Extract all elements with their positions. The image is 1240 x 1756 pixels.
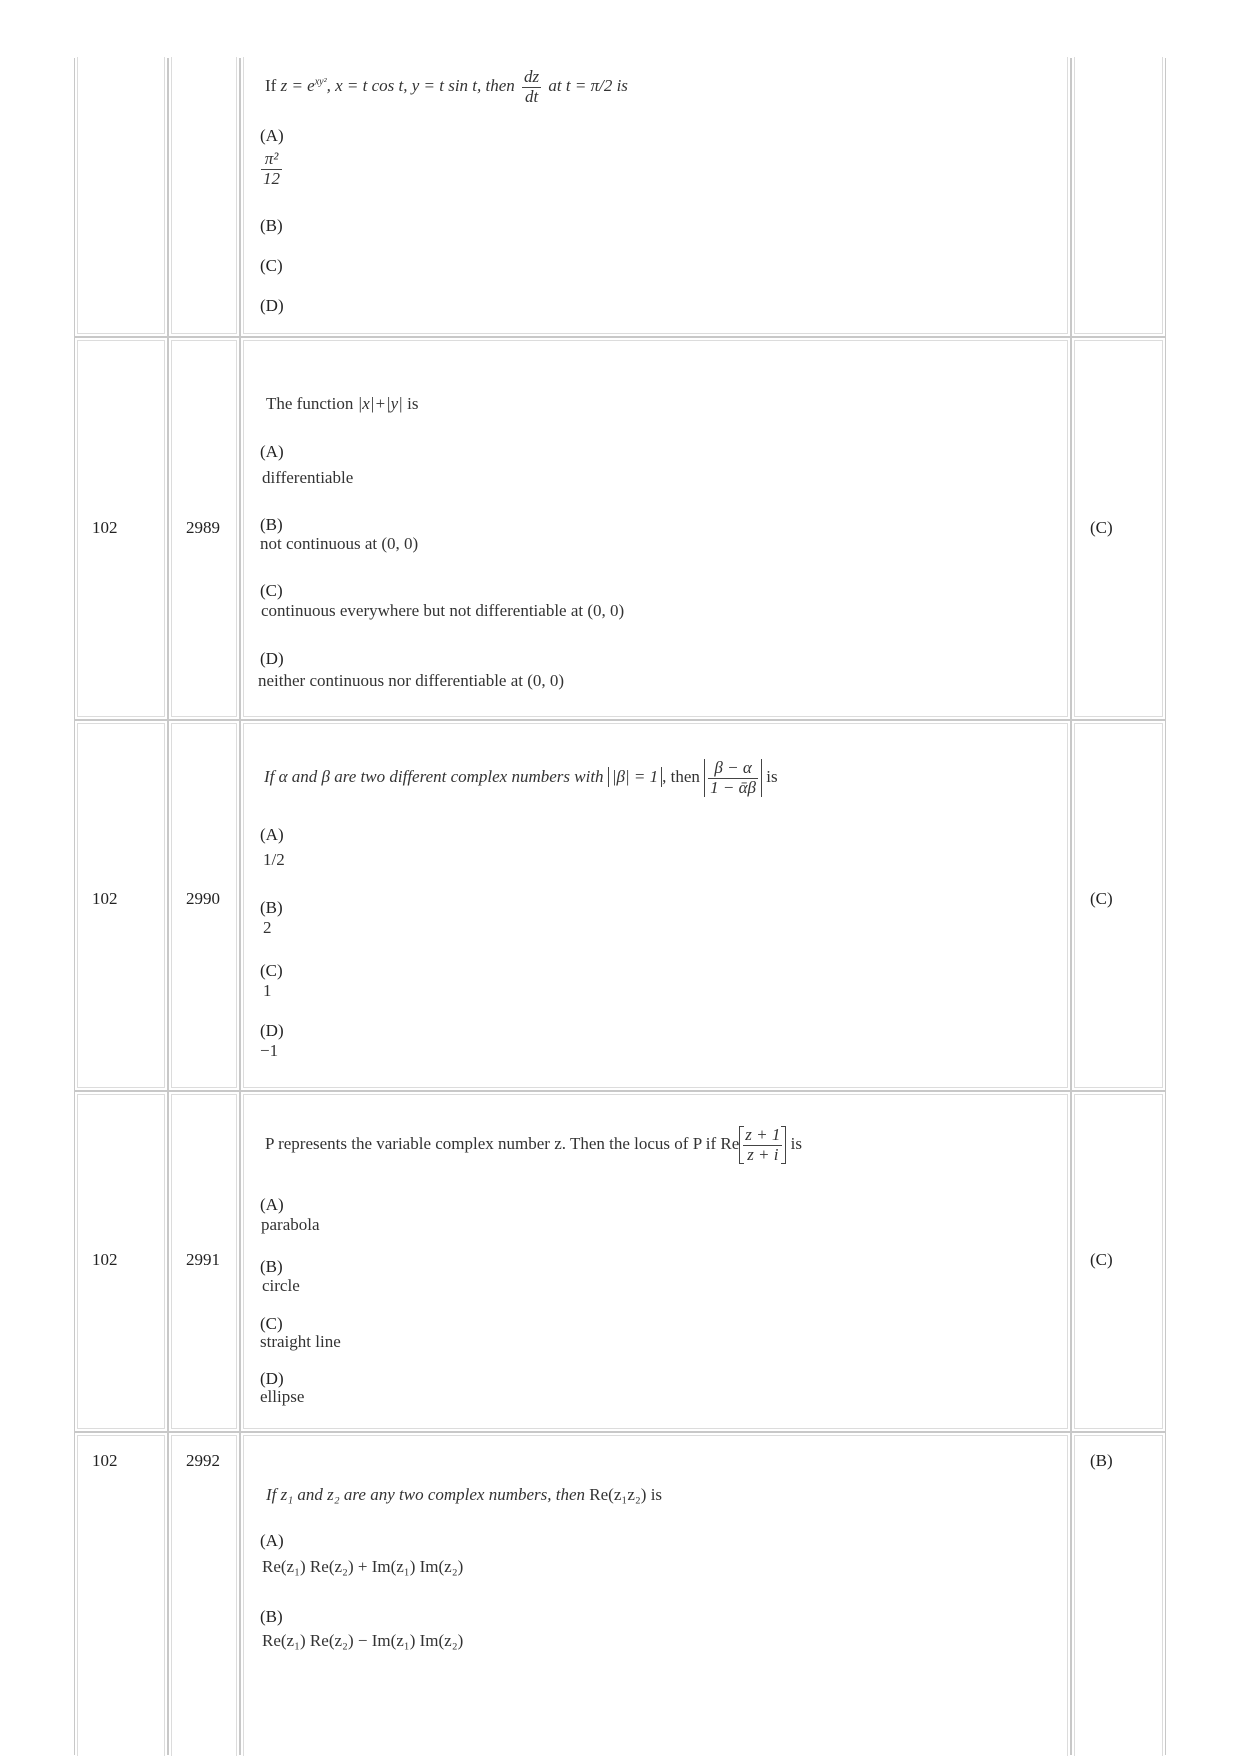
question-text: If z₁ and z₂ are any two complex numbers, then Re(z₁z₂) is (266, 1485, 663, 1504)
option-label: (D) (260, 649, 284, 668)
option-text: straight line (260, 1332, 341, 1351)
option-label: (B) (260, 515, 283, 534)
subject-cell (74, 337, 168, 720)
question-text: The function |x|+|y| is (266, 394, 419, 413)
option-text: not continuous at (0, 0) (260, 534, 419, 553)
question-cell (240, 1432, 1071, 1755)
option-label: (C) (260, 581, 283, 600)
option-label: (C) (260, 961, 283, 980)
subject-cell (74, 1091, 168, 1432)
question-cell (240, 337, 1071, 720)
option-text: −1 (260, 1041, 279, 1060)
subject-cell (74, 1432, 168, 1755)
answer-cell (1071, 58, 1166, 337)
option-text: 1 (263, 981, 272, 1000)
option-text: circle (262, 1276, 300, 1295)
subject-code: 102 (92, 889, 118, 908)
question-id: 2992 (186, 1451, 220, 1470)
answer-cell (1071, 337, 1166, 720)
answer: (C) (1090, 1250, 1113, 1269)
question-cell (240, 720, 1071, 1091)
question-text: If α and β are two different complex numbers with |β| = 1 , then $\frac{\beta - \alpha}{\text{1 − ᾱβ}}$ is (264, 758, 778, 797)
option-label: (C) (260, 256, 283, 275)
option-label: (A) (260, 825, 284, 844)
option-label: (A) (260, 1195, 284, 1214)
question-id: 2989 (186, 518, 220, 537)
option-label: (B) (260, 1257, 283, 1276)
question-id: 2990 (186, 889, 220, 908)
answer: (C) (1090, 518, 1113, 537)
option-label: (B) (260, 216, 283, 235)
option-text: Re(z₁) Re(z₂) − Im(z₁) Im(z₂) (262, 1631, 464, 1650)
answer-cell (1071, 1432, 1166, 1755)
qid-cell (168, 58, 240, 337)
qid-cell (168, 720, 240, 1091)
option-text: differentiable (262, 468, 354, 487)
answer: (B) (1090, 1451, 1113, 1470)
question-text: P represents the variable complex number z. Then the locus of P if Re $\frac{z + 1}{z + i}$ is (265, 1125, 802, 1164)
subject-code: 102 (92, 1451, 118, 1470)
option-label: (C) (260, 1314, 283, 1333)
option-label: (A) (260, 1531, 284, 1550)
answer: (C) (1090, 889, 1113, 908)
qid-cell (168, 1091, 240, 1432)
option-label: (A) (260, 126, 284, 145)
question-cell (240, 58, 1071, 337)
option-label: (D) (260, 1021, 284, 1040)
option-text: ellipse (260, 1387, 305, 1406)
option-label: (D) (260, 1369, 284, 1388)
option-text: neither continuous nor differentiable at (0, 0) (258, 671, 565, 690)
answer-cell (1071, 720, 1166, 1091)
option-text: $\frac{\text{π²}}{12}$ (263, 149, 280, 188)
answer-cell (1071, 1091, 1166, 1432)
option-label: (B) (260, 1607, 283, 1626)
subject-code: 102 (92, 1250, 118, 1269)
question-text: If $z = e^{xy^2}$, x = t cos t, y = t sin t, then $\frac{dz}{dt}$ at t = π/2 is (265, 67, 628, 106)
option-label: (D) (260, 296, 284, 315)
qid-cell (168, 1432, 240, 1755)
qid-cell (168, 337, 240, 720)
option-label: (B) (260, 898, 283, 917)
question-cell (240, 1091, 1071, 1432)
subject-cell (74, 58, 168, 337)
option-text: parabola (261, 1215, 320, 1234)
option-text: Re(z₁) Re(z₂) + Im(z₁) Im(z₂) (262, 1557, 464, 1576)
question-id: 2991 (186, 1250, 220, 1269)
option-text: 1/2 (263, 850, 285, 869)
option-text: 2 (263, 918, 272, 937)
option-label: (A) (260, 442, 284, 461)
subject-code: 102 (92, 518, 118, 537)
subject-cell (74, 720, 168, 1091)
option-text: continuous everywhere but not differentiable at (0, 0) (261, 601, 625, 620)
